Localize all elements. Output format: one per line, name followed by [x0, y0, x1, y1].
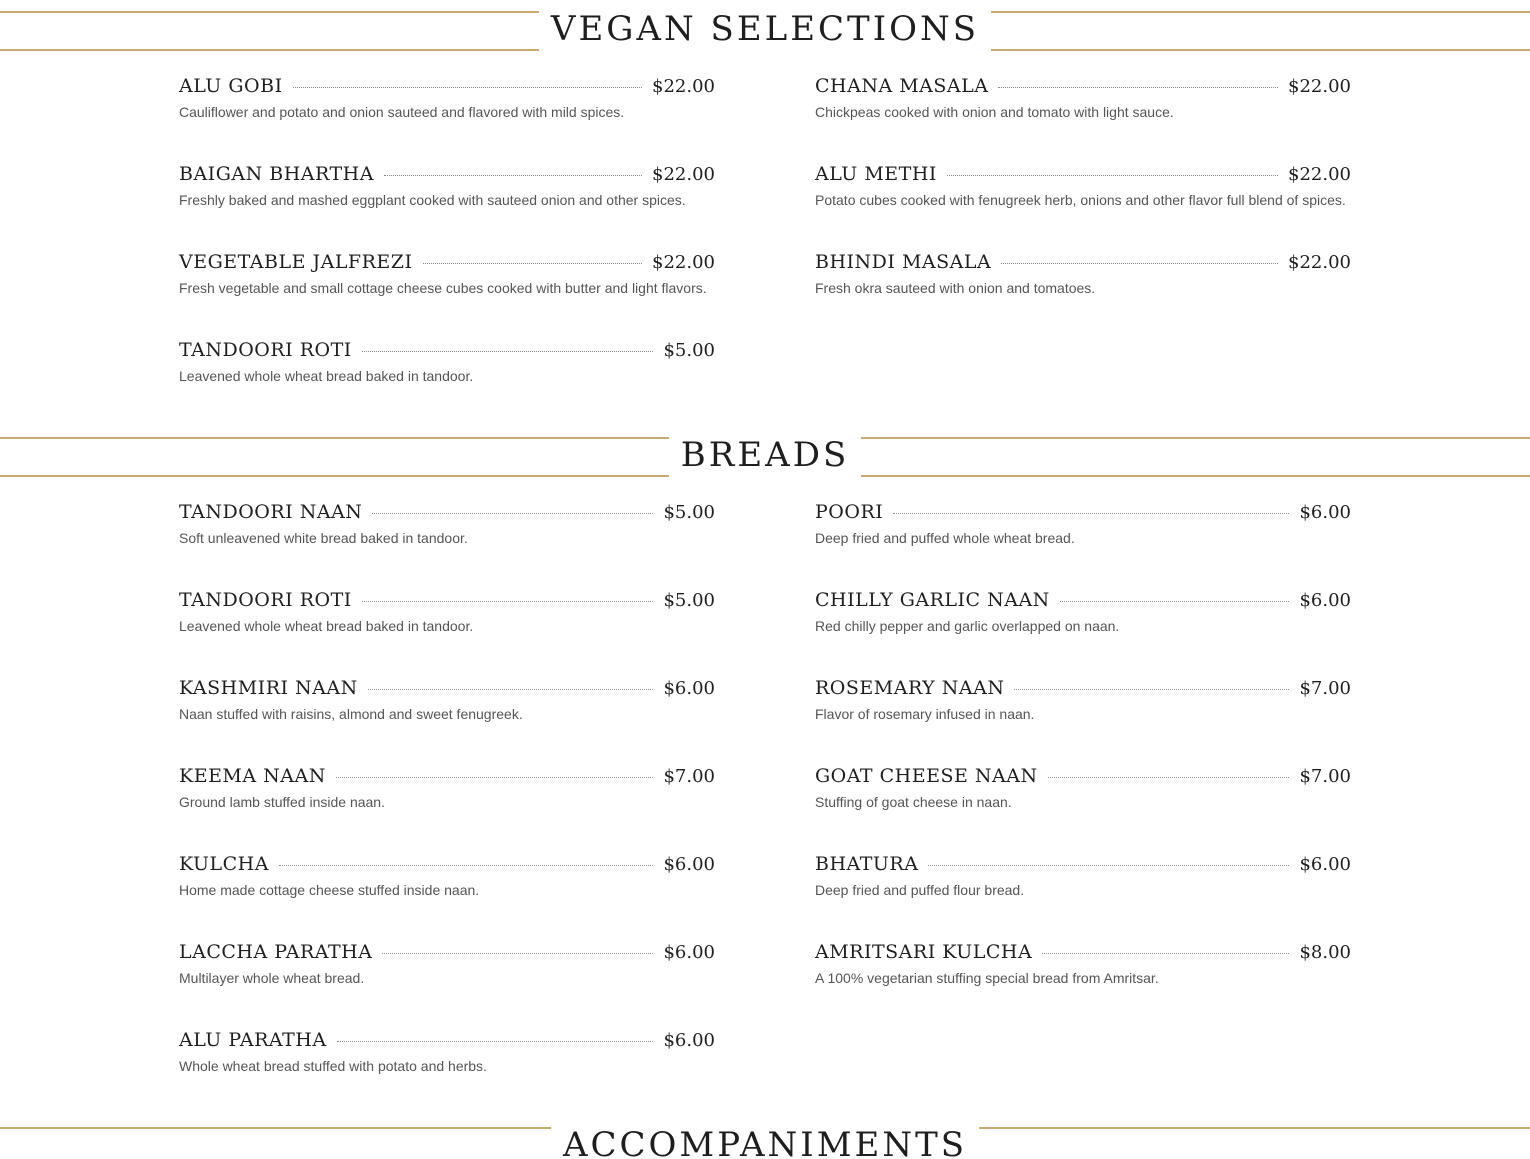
menu-item-description: Ground lamb stuffed inside naan. — [179, 794, 385, 810]
menu-item-header — [179, 587, 715, 613]
section-breads — [0, 435, 1530, 1074]
section-header — [0, 437, 1530, 477]
menu-item — [179, 587, 715, 675]
menu-item-description: Leavened whole wheat bread baked in tandoor. — [179, 618, 474, 634]
menu-item — [815, 161, 1351, 249]
menu-item-name: LACCHA PARATHA — [179, 941, 373, 963]
dotted-leader — [337, 1041, 654, 1042]
menu-item-header — [815, 763, 1351, 789]
menu-item-price: $5.00 — [663, 589, 715, 611]
menu-item-header — [179, 499, 715, 525]
menu-item-name: KULCHA — [179, 853, 269, 875]
dotted-leader — [893, 513, 1289, 514]
menu-item — [179, 73, 715, 161]
dotted-leader — [382, 953, 653, 954]
menu-item-description: Chickpeas cooked with onion and tomato with light sauce. — [815, 104, 1174, 120]
menu-item-header — [815, 249, 1351, 275]
menu-item-header — [815, 675, 1351, 701]
menu-item-price: $6.00 — [1299, 853, 1351, 875]
menu-item — [179, 763, 715, 851]
menu-item-header — [815, 73, 1351, 99]
menu-item-description: Fresh okra sauteed with onion and tomatoes. — [815, 280, 1096, 296]
menu-item-price: $8.00 — [1299, 941, 1351, 963]
menu-item — [815, 73, 1351, 161]
section-title: BREADS — [669, 433, 862, 477]
menu-item — [179, 851, 715, 939]
section-accompaniments — [0, 1127, 1530, 1159]
menu-item-description: Freshly baked and mashed eggplant cooked with sauteed onion and other spices. — [179, 192, 686, 208]
dotted-leader — [293, 87, 642, 88]
menu-item-description: Soft unleavened white bread baked in tandoor. — [179, 530, 468, 546]
menu-item — [815, 939, 1351, 1027]
menu-item-name: VEGETABLE JALFREZI — [179, 251, 413, 273]
menu-item — [179, 161, 715, 249]
menu-item-description: Leavened whole wheat bread baked in tandoor. — [179, 368, 474, 384]
menu-item — [815, 499, 1351, 587]
menu-item-price: $6.00 — [1299, 501, 1351, 523]
menu-item-header — [815, 851, 1351, 877]
menu-item-name: TANDOORI ROTI — [179, 339, 352, 361]
menu-item-name: ROSEMARY NAAN — [815, 677, 1005, 699]
menu-item-name: POORI — [815, 501, 884, 523]
dotted-leader — [928, 865, 1289, 866]
menu-item-name: BAIGAN BHARTHA — [179, 163, 374, 185]
menu-item-header — [179, 249, 715, 275]
menu-item — [179, 499, 715, 587]
menu-item-description: Multilayer whole wheat bread. — [179, 970, 365, 986]
menu-item-name: KEEMA NAAN — [179, 765, 326, 787]
section-vegan-selections — [0, 9, 1530, 384]
section-title: ACCOMPANIMENTS — [551, 1123, 979, 1159]
menu-item-description: Home made cottage cheese stuffed inside naan. — [179, 882, 480, 898]
menu-column-left — [179, 499, 715, 1115]
menu-item-header — [179, 851, 715, 877]
dotted-leader — [423, 263, 643, 264]
menu-item-price: $6.00 — [663, 1029, 715, 1051]
menu-item — [179, 939, 715, 1027]
menu-item — [815, 675, 1351, 763]
menu-column-right — [815, 499, 1351, 1027]
section-title: VEGAN SELECTIONS — [539, 7, 991, 51]
menu-item-header — [179, 763, 715, 789]
dotted-leader — [1001, 263, 1278, 264]
menu-item-name: BHATURA — [815, 853, 919, 875]
menu-item-description: Potato cubes cooked with fenugreek herb, onions and other flavor full blend of spices. — [815, 192, 1346, 208]
menu-item-price: $7.00 — [1299, 765, 1351, 787]
menu-item-name: TANDOORI NAAN — [179, 501, 363, 523]
menu-item-price: $6.00 — [663, 941, 715, 963]
dotted-leader — [947, 175, 1278, 176]
menu-item-header — [815, 939, 1351, 965]
dotted-leader — [1014, 689, 1289, 690]
dotted-leader — [362, 351, 654, 352]
menu-item-description: Deep fried and puffed flour bread. — [815, 882, 1025, 898]
menu-item-description: Cauliflower and potato and onion sauteed and flavored with mild spices. — [179, 104, 625, 120]
menu-item-header — [815, 161, 1351, 187]
menu-item — [815, 851, 1351, 939]
menu-item-description: Flavor of rosemary infused in naan. — [815, 706, 1035, 722]
section-header — [0, 11, 1530, 51]
dotted-leader — [362, 601, 654, 602]
menu-item-name: BHINDI MASALA — [815, 251, 992, 273]
menu-item-price: $22.00 — [1288, 163, 1351, 185]
menu-item-header — [179, 161, 715, 187]
menu-item-price: $7.00 — [1299, 677, 1351, 699]
menu-item — [815, 249, 1351, 337]
menu-item-description: Whole wheat bread stuffed with potato and herbs. — [179, 1058, 487, 1074]
menu-item — [179, 1027, 715, 1115]
menu-item-header — [179, 675, 715, 701]
menu-item-header — [179, 939, 715, 965]
dotted-leader — [1042, 953, 1289, 954]
menu-item-description: A 100% vegetarian stuffing special bread from Amritsar. — [815, 970, 1159, 986]
menu-item-name: CHILLY GARLIC NAAN — [815, 589, 1050, 611]
menu-item-price: $6.00 — [663, 853, 715, 875]
section-header — [0, 1127, 1530, 1159]
menu-item-description: Fresh vegetable and small cottage cheese cubes cooked with butter and light flavors. — [179, 280, 707, 296]
menu-item-price: $22.00 — [652, 163, 715, 185]
menu-item-price: $6.00 — [1299, 589, 1351, 611]
menu-item-header — [179, 73, 715, 99]
menu-item-name: GOAT CHEESE NAAN — [815, 765, 1038, 787]
menu-item-name: TANDOORI ROTI — [179, 589, 352, 611]
menu-item — [815, 763, 1351, 851]
menu-item-price: $22.00 — [652, 75, 715, 97]
menu-item-price: $5.00 — [663, 501, 715, 523]
menu-item — [179, 675, 715, 763]
menu-item — [815, 587, 1351, 675]
dotted-leader — [336, 777, 654, 778]
menu-item-description: Naan stuffed with raisins, almond and sweet fenugreek. — [179, 706, 523, 722]
menu-item-header — [179, 1027, 715, 1053]
menu-item-price: $22.00 — [652, 251, 715, 273]
menu-item-description: Deep fried and puffed whole wheat bread. — [815, 530, 1075, 546]
dotted-leader — [998, 87, 1278, 88]
menu-item-name: CHANA MASALA — [815, 75, 989, 97]
menu-item-price: $5.00 — [663, 339, 715, 361]
menu-item — [179, 337, 715, 425]
menu-item-name: ALU METHI — [815, 163, 937, 185]
menu-column-left — [179, 73, 715, 425]
menu-item-name: AMRITSARI KULCHA — [815, 941, 1033, 963]
dotted-leader — [372, 513, 653, 514]
menu-item-name: KASHMIRI NAAN — [179, 677, 358, 699]
menu-column-right — [815, 73, 1351, 337]
dotted-leader — [279, 865, 653, 866]
menu-item-name: ALU PARATHA — [179, 1029, 327, 1051]
menu-item-name: ALU GOBI — [179, 75, 283, 97]
menu-item-description: Red chilly pepper and garlic overlapped on naan. — [815, 618, 1120, 634]
menu-item-header — [179, 337, 715, 363]
menu-item-price: $22.00 — [1288, 75, 1351, 97]
menu-item-description: Stuffing of goat cheese in naan. — [815, 794, 1012, 810]
menu-item — [179, 249, 715, 337]
menu-item-header — [815, 499, 1351, 525]
dotted-leader — [1060, 601, 1290, 602]
dotted-leader — [1048, 777, 1290, 778]
dotted-leader — [368, 689, 654, 690]
menu-item-price: $6.00 — [663, 677, 715, 699]
menu-item-price: $7.00 — [663, 765, 715, 787]
dotted-leader — [384, 175, 642, 176]
menu-item-price: $22.00 — [1288, 251, 1351, 273]
menu-item-header — [815, 587, 1351, 613]
